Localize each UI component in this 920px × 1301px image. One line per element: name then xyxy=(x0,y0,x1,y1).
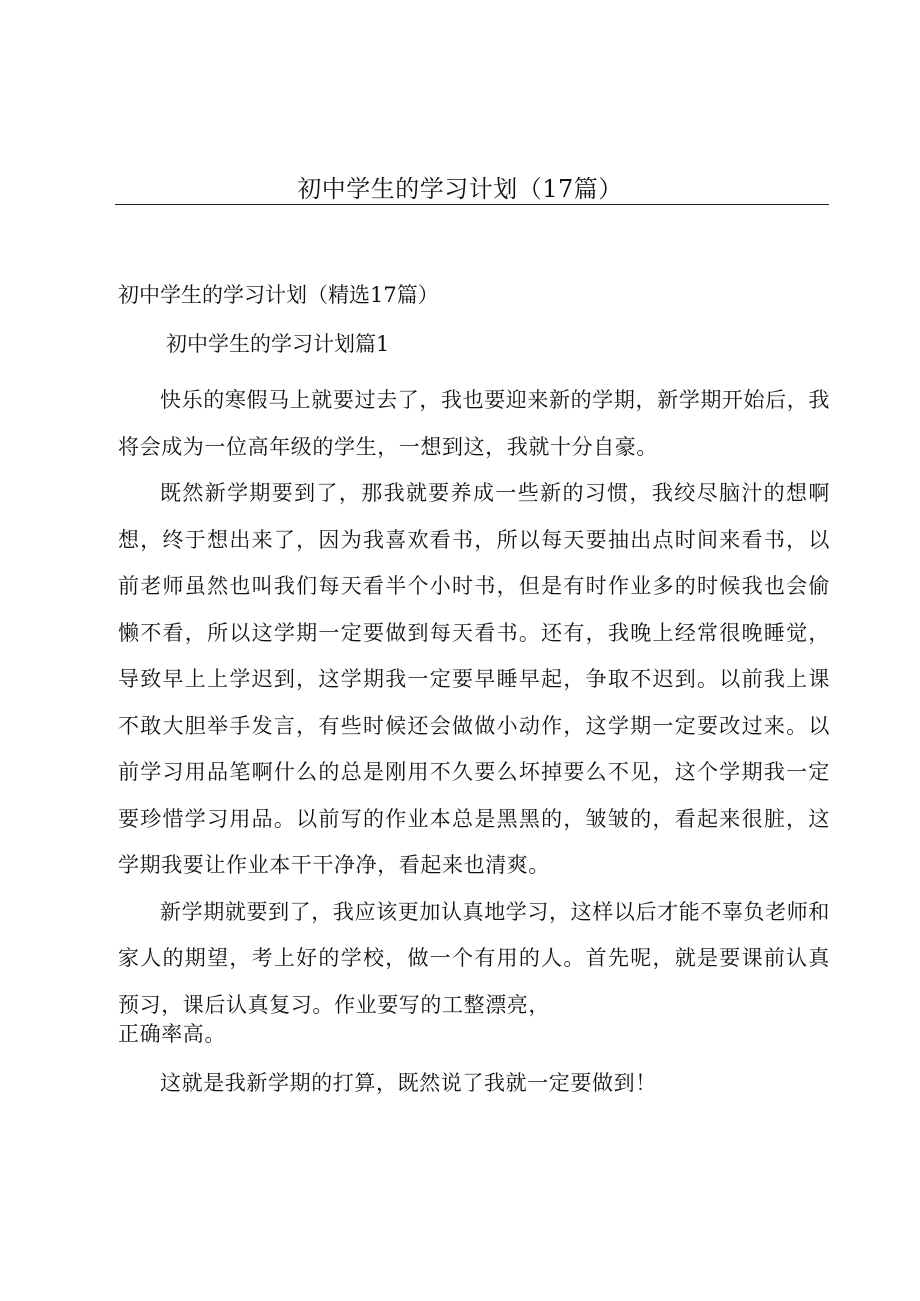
document-body xyxy=(118,377,830,1107)
paragraph-3-tail: 正确率高。 xyxy=(118,1022,226,1046)
paragraph-1: 快乐的寒假马上就要过去了，我也要迎来新的学期，新学期开始后，我将会成为一位高年级的学生，一想到这，我就十分自豪。 xyxy=(118,388,830,459)
paragraph-4: 这就是我新学期的打算，既然说了我就一定要做到！ xyxy=(160,1071,657,1095)
document-subtitle: 初中学生的学习计划（精选17篇） xyxy=(118,283,439,307)
paragraph-2: 既然新学期要到了，那我就要养成一些新的习惯，我绞尽脑汁的想啊想，终于想出来了，因为我喜欢看书，所以每天要抽出点时间来看书，以前老师虽然也叫我们每天看半个小时书，但是有时作业多的时候我也会偷懒不看，所以这学期一定要做到每天看书。还有，我晚上经常很晚睡觉，导致早上上学迟到，这学期我一定要早睡早起，争取不迟到。以前我上课不敢大胆举手发言，有些时候还会做做小动作，这学期一定要改过来。以前学习用品笔啊什么的总是刚用不久要么坏掉要么不见，这个学期我一定要珍惜学习用品。以前写的作业本总是黑黑的，皱皱的，看起来很脏，这学期我要让作业本干干净净，看起来也清爽。 xyxy=(118,481,830,877)
document-title: 初中学生的学习计划（17篇） xyxy=(297,175,623,203)
title-underline xyxy=(115,204,829,205)
section-heading: 初中学生的学习计划篇1 xyxy=(166,332,390,356)
paragraph-3 xyxy=(118,889,830,1051)
paragraph-3-text: 新学期就要到了，我应该更加认真地学习，这样以后才能不辜负老师和家人的期望，考上好的学校，做一个有用的人。首先呢，就是要课前认真预习，课后认真复习。作业要写的工整漂亮， xyxy=(118,899,830,1017)
